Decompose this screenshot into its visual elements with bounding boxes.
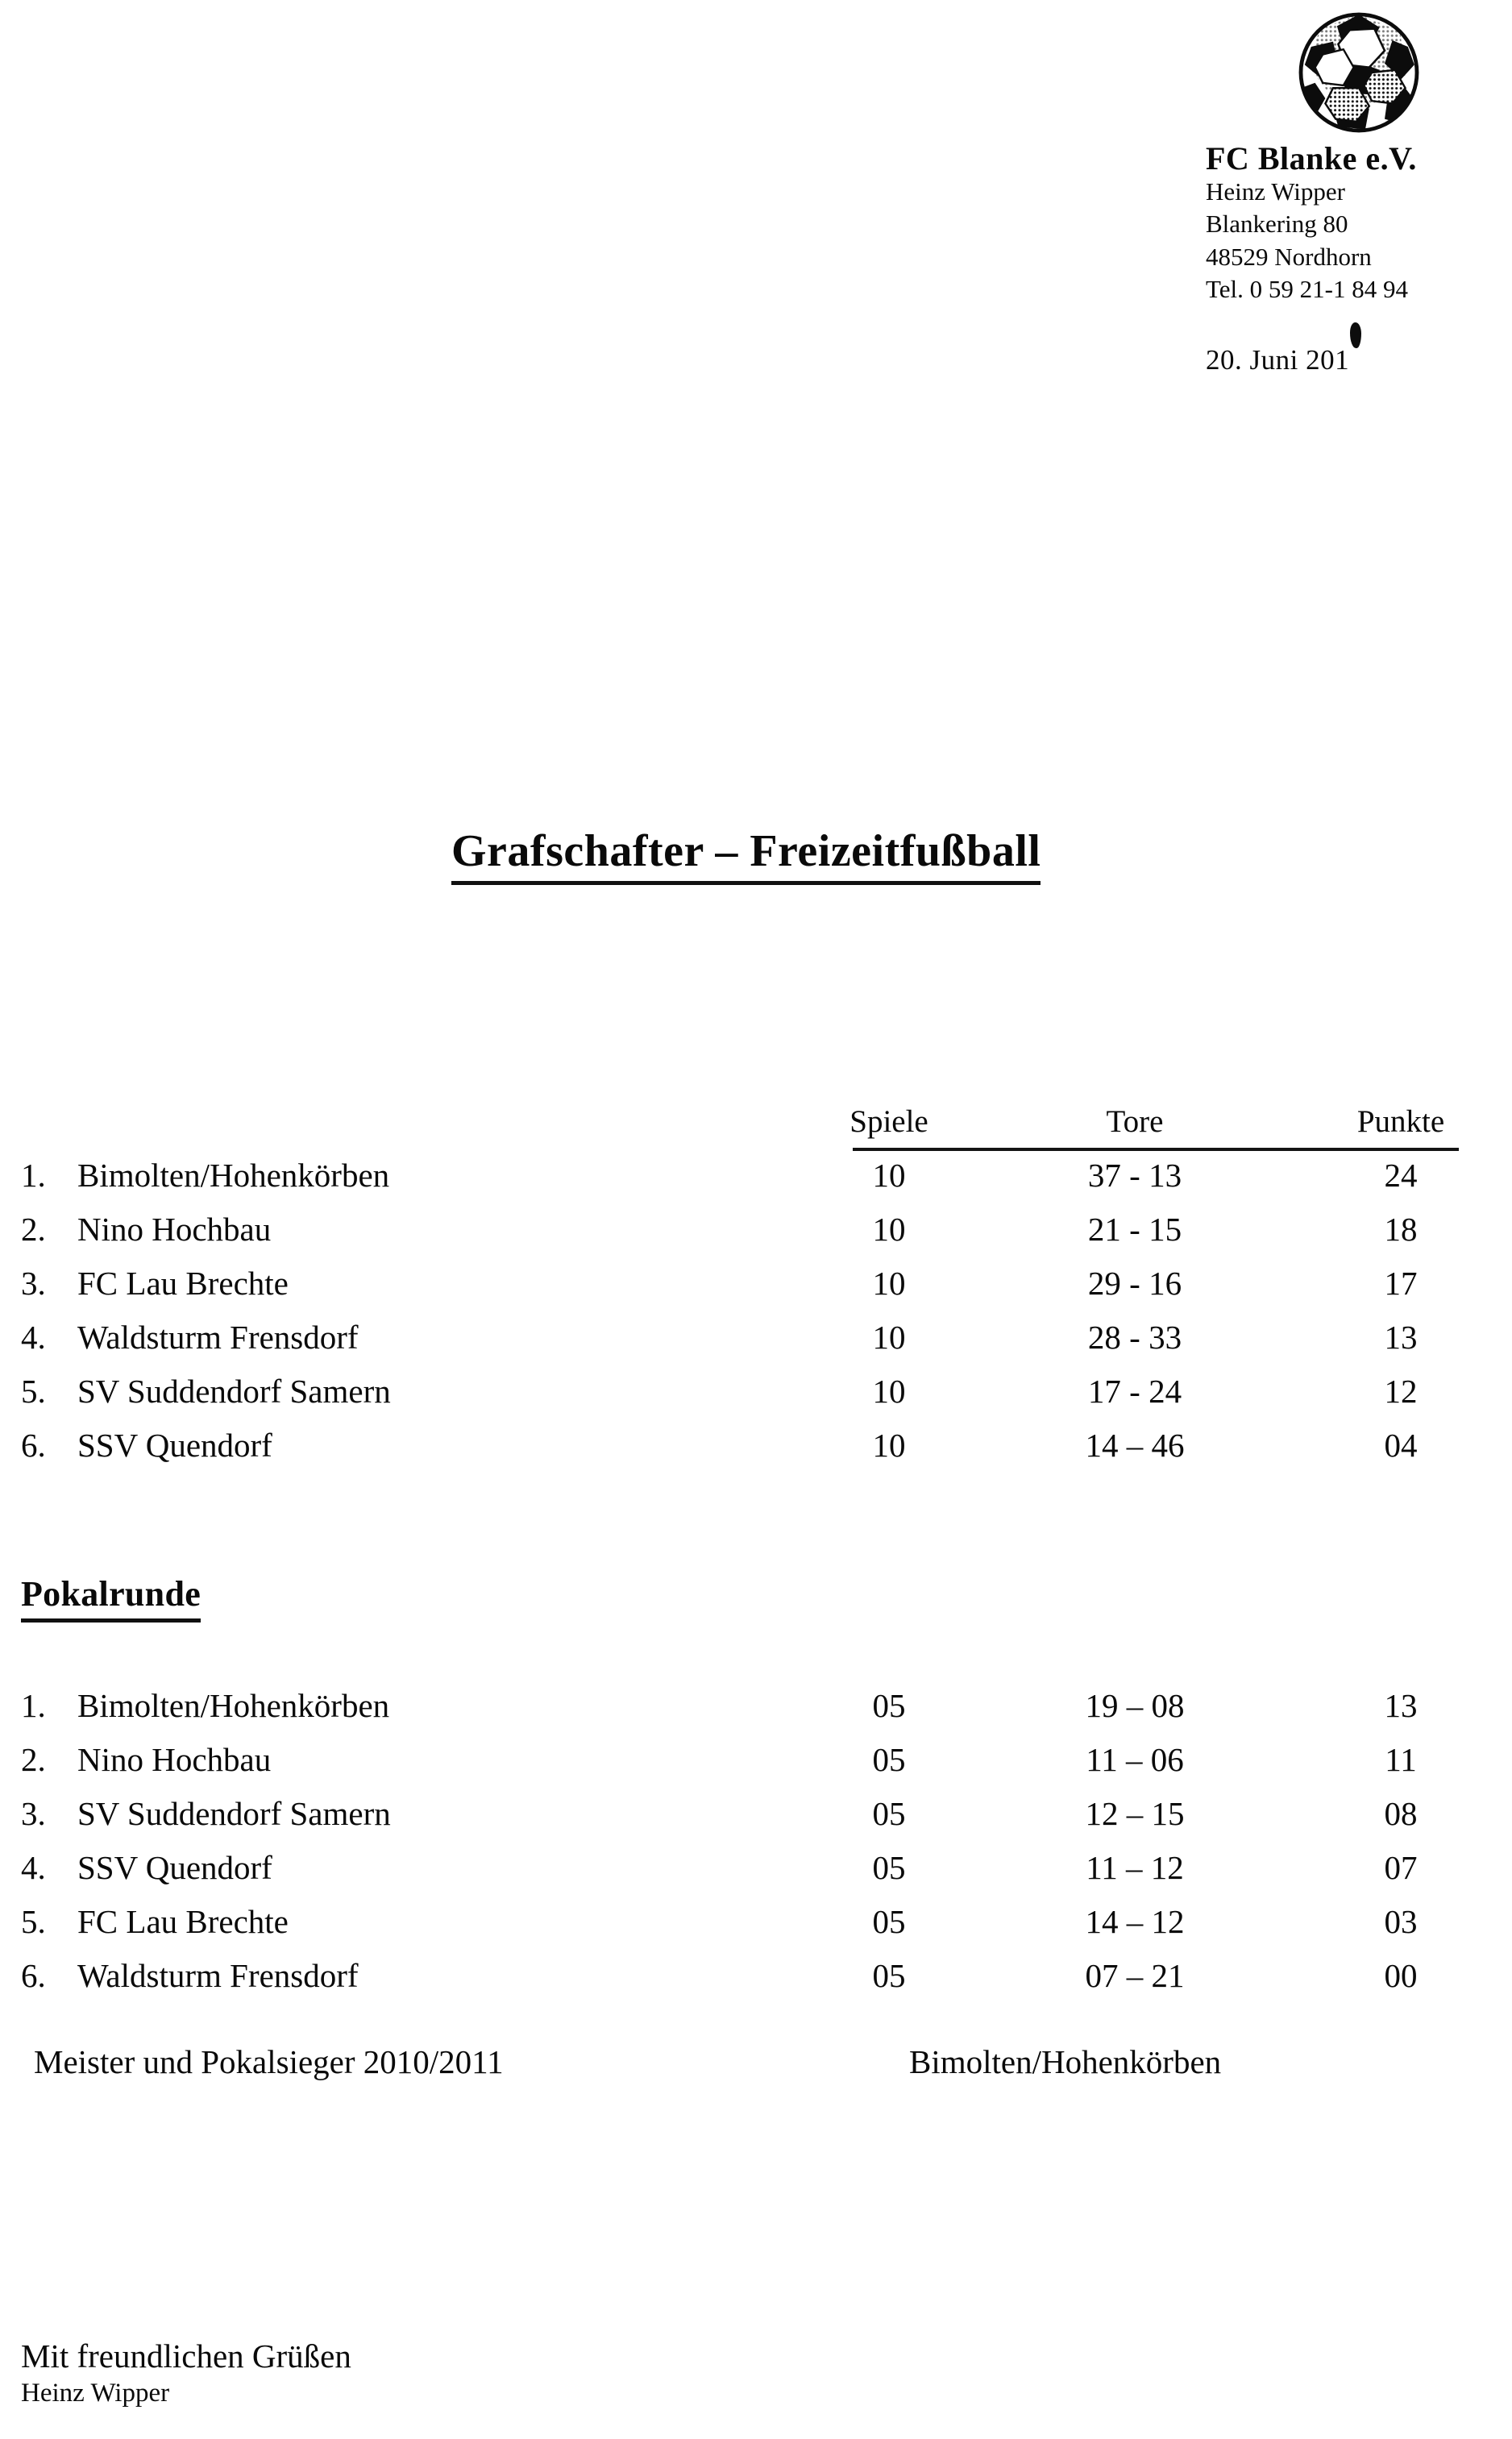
row-spiele: 10 [872,1211,906,1248]
contact-name: Heinz Wipper [1206,177,1345,206]
row-team-name: Waldsturm Frensdorf [77,1957,359,1994]
row-spiele: 10 [872,1373,906,1410]
row-rank: 4. [21,1319,46,1356]
date-text: 20. Juni 201 [1206,344,1350,376]
row-punkte: 13 [1384,1687,1418,1724]
table-row [0,1210,1512,1264]
city-address: 48529 Nordhorn [1206,242,1372,271]
row-spiele: 05 [872,1849,906,1886]
row-team-name: SV Suddendorf Samern [77,1795,391,1832]
row-tore: 29 - 16 [1087,1265,1182,1302]
row-punkte: 11 [1385,1741,1417,1778]
row-rank: 1. [21,1687,46,1724]
table-row [0,1902,1512,1956]
row-tore: 14 – 12 [1085,1903,1185,1940]
row-team-name: Nino Hochbau [77,1741,272,1778]
row-team-name: Bimolten/Hohenkörben [77,1157,390,1194]
table-row [0,1318,1512,1372]
row-team-name: FC Lau Brechte [77,1265,289,1302]
row-team-name: SV Suddendorf Samern [77,1373,391,1410]
row-tore: 11 – 12 [1086,1849,1184,1886]
page-title: Grafschafter – Freizeitfußball [451,829,1041,885]
row-team-name: FC Lau Brechte [77,1903,289,1940]
row-punkte: 08 [1384,1795,1418,1832]
row-team-name: Nino Hochbau [77,1211,272,1248]
column-header-punkte: Punkte [1356,1104,1445,1139]
row-spiele: 10 [872,1427,906,1464]
row-rank: 4. [21,1849,46,1886]
row-punkte: 17 [1384,1265,1418,1302]
league-standings-table [0,1106,1512,1480]
row-tore: 17 - 24 [1087,1373,1182,1410]
header-underline [853,1148,1459,1151]
table-row [0,1848,1512,1902]
row-rank: 2. [21,1741,46,1778]
letterhead [1206,8,1512,376]
table-row [0,1156,1512,1210]
row-punkte: 07 [1384,1849,1418,1886]
row-rank: 6. [21,1427,46,1464]
phone-number: Tel. 0 59 21-1 84 94 [1206,274,1408,303]
row-spiele: 05 [872,1795,906,1832]
row-team-name: Waldsturm Frensdorf [77,1319,359,1356]
row-rank: 5. [21,1373,46,1410]
row-spiele: 10 [872,1157,906,1194]
club-name: FC Blanke e.V. [1206,140,1417,177]
row-spiele: 05 [872,1957,906,1994]
row-punkte: 18 [1384,1211,1418,1248]
column-header-spiele: Spiele [849,1104,928,1139]
row-rank: 1. [21,1157,46,1194]
row-team-name: SSV Quendorf [77,1427,272,1464]
champion-line [0,2042,1512,2091]
row-punkte: 13 [1384,1319,1418,1356]
closing-block [21,2336,351,2411]
row-rank: 3. [21,1795,46,1832]
row-punkte: 04 [1384,1427,1418,1464]
table-row [0,1794,1512,1848]
row-punkte: 24 [1384,1157,1418,1194]
row-punkte: 12 [1384,1373,1418,1410]
row-spiele: 05 [872,1741,906,1778]
table-row [0,1426,1512,1480]
table-row [0,1686,1512,1740]
section-heading-pokalrunde: Pokalrunde [21,1573,201,1623]
row-tore: 07 – 21 [1085,1957,1185,1994]
document-date [1206,344,1512,376]
league-column-headers [0,1106,1512,1156]
row-rank: 5. [21,1903,46,1940]
street-address: Blankering 80 [1206,210,1348,239]
table-row [0,1956,1512,2010]
cup-standings-table [0,1686,1512,2010]
row-team-name: SSV Quendorf [77,1849,272,1886]
row-spiele: 10 [872,1265,906,1302]
table-row [0,1372,1512,1426]
row-spiele: 05 [872,1903,906,1940]
table-row [0,1740,1512,1794]
row-rank: 2. [21,1211,46,1248]
row-tore: 19 – 08 [1085,1687,1185,1724]
row-tore: 21 - 15 [1087,1211,1182,1248]
closing-signature-name: Heinz Wipper [21,2379,170,2408]
row-tore: 11 – 06 [1086,1741,1184,1778]
row-spiele: 10 [872,1319,906,1356]
row-punkte: 00 [1384,1957,1418,1994]
row-punkte: 03 [1384,1903,1418,1940]
row-team-name: Bimolten/Hohenkörben [77,1687,390,1724]
soccer-ball-icon [1294,8,1423,137]
row-tore: 28 - 33 [1087,1319,1182,1356]
row-rank: 6. [21,1957,46,1994]
date-blotted-digit [1349,344,1364,376]
champion-team: Bimolten/Hohenkörben [909,2043,1222,2080]
club-logo [1206,8,1512,137]
row-tore: 12 – 15 [1085,1795,1185,1832]
row-tore: 14 – 46 [1085,1427,1185,1464]
closing-greeting: Mit freundlichen Grüßen [21,2337,351,2375]
row-tore: 37 - 13 [1087,1157,1182,1194]
row-rank: 3. [21,1265,46,1302]
column-header-tore: Tore [1106,1104,1164,1139]
champion-label: Meister und Pokalsieger 2010/2011 [34,2043,504,2080]
table-row [0,1264,1512,1318]
row-spiele: 05 [872,1687,906,1724]
